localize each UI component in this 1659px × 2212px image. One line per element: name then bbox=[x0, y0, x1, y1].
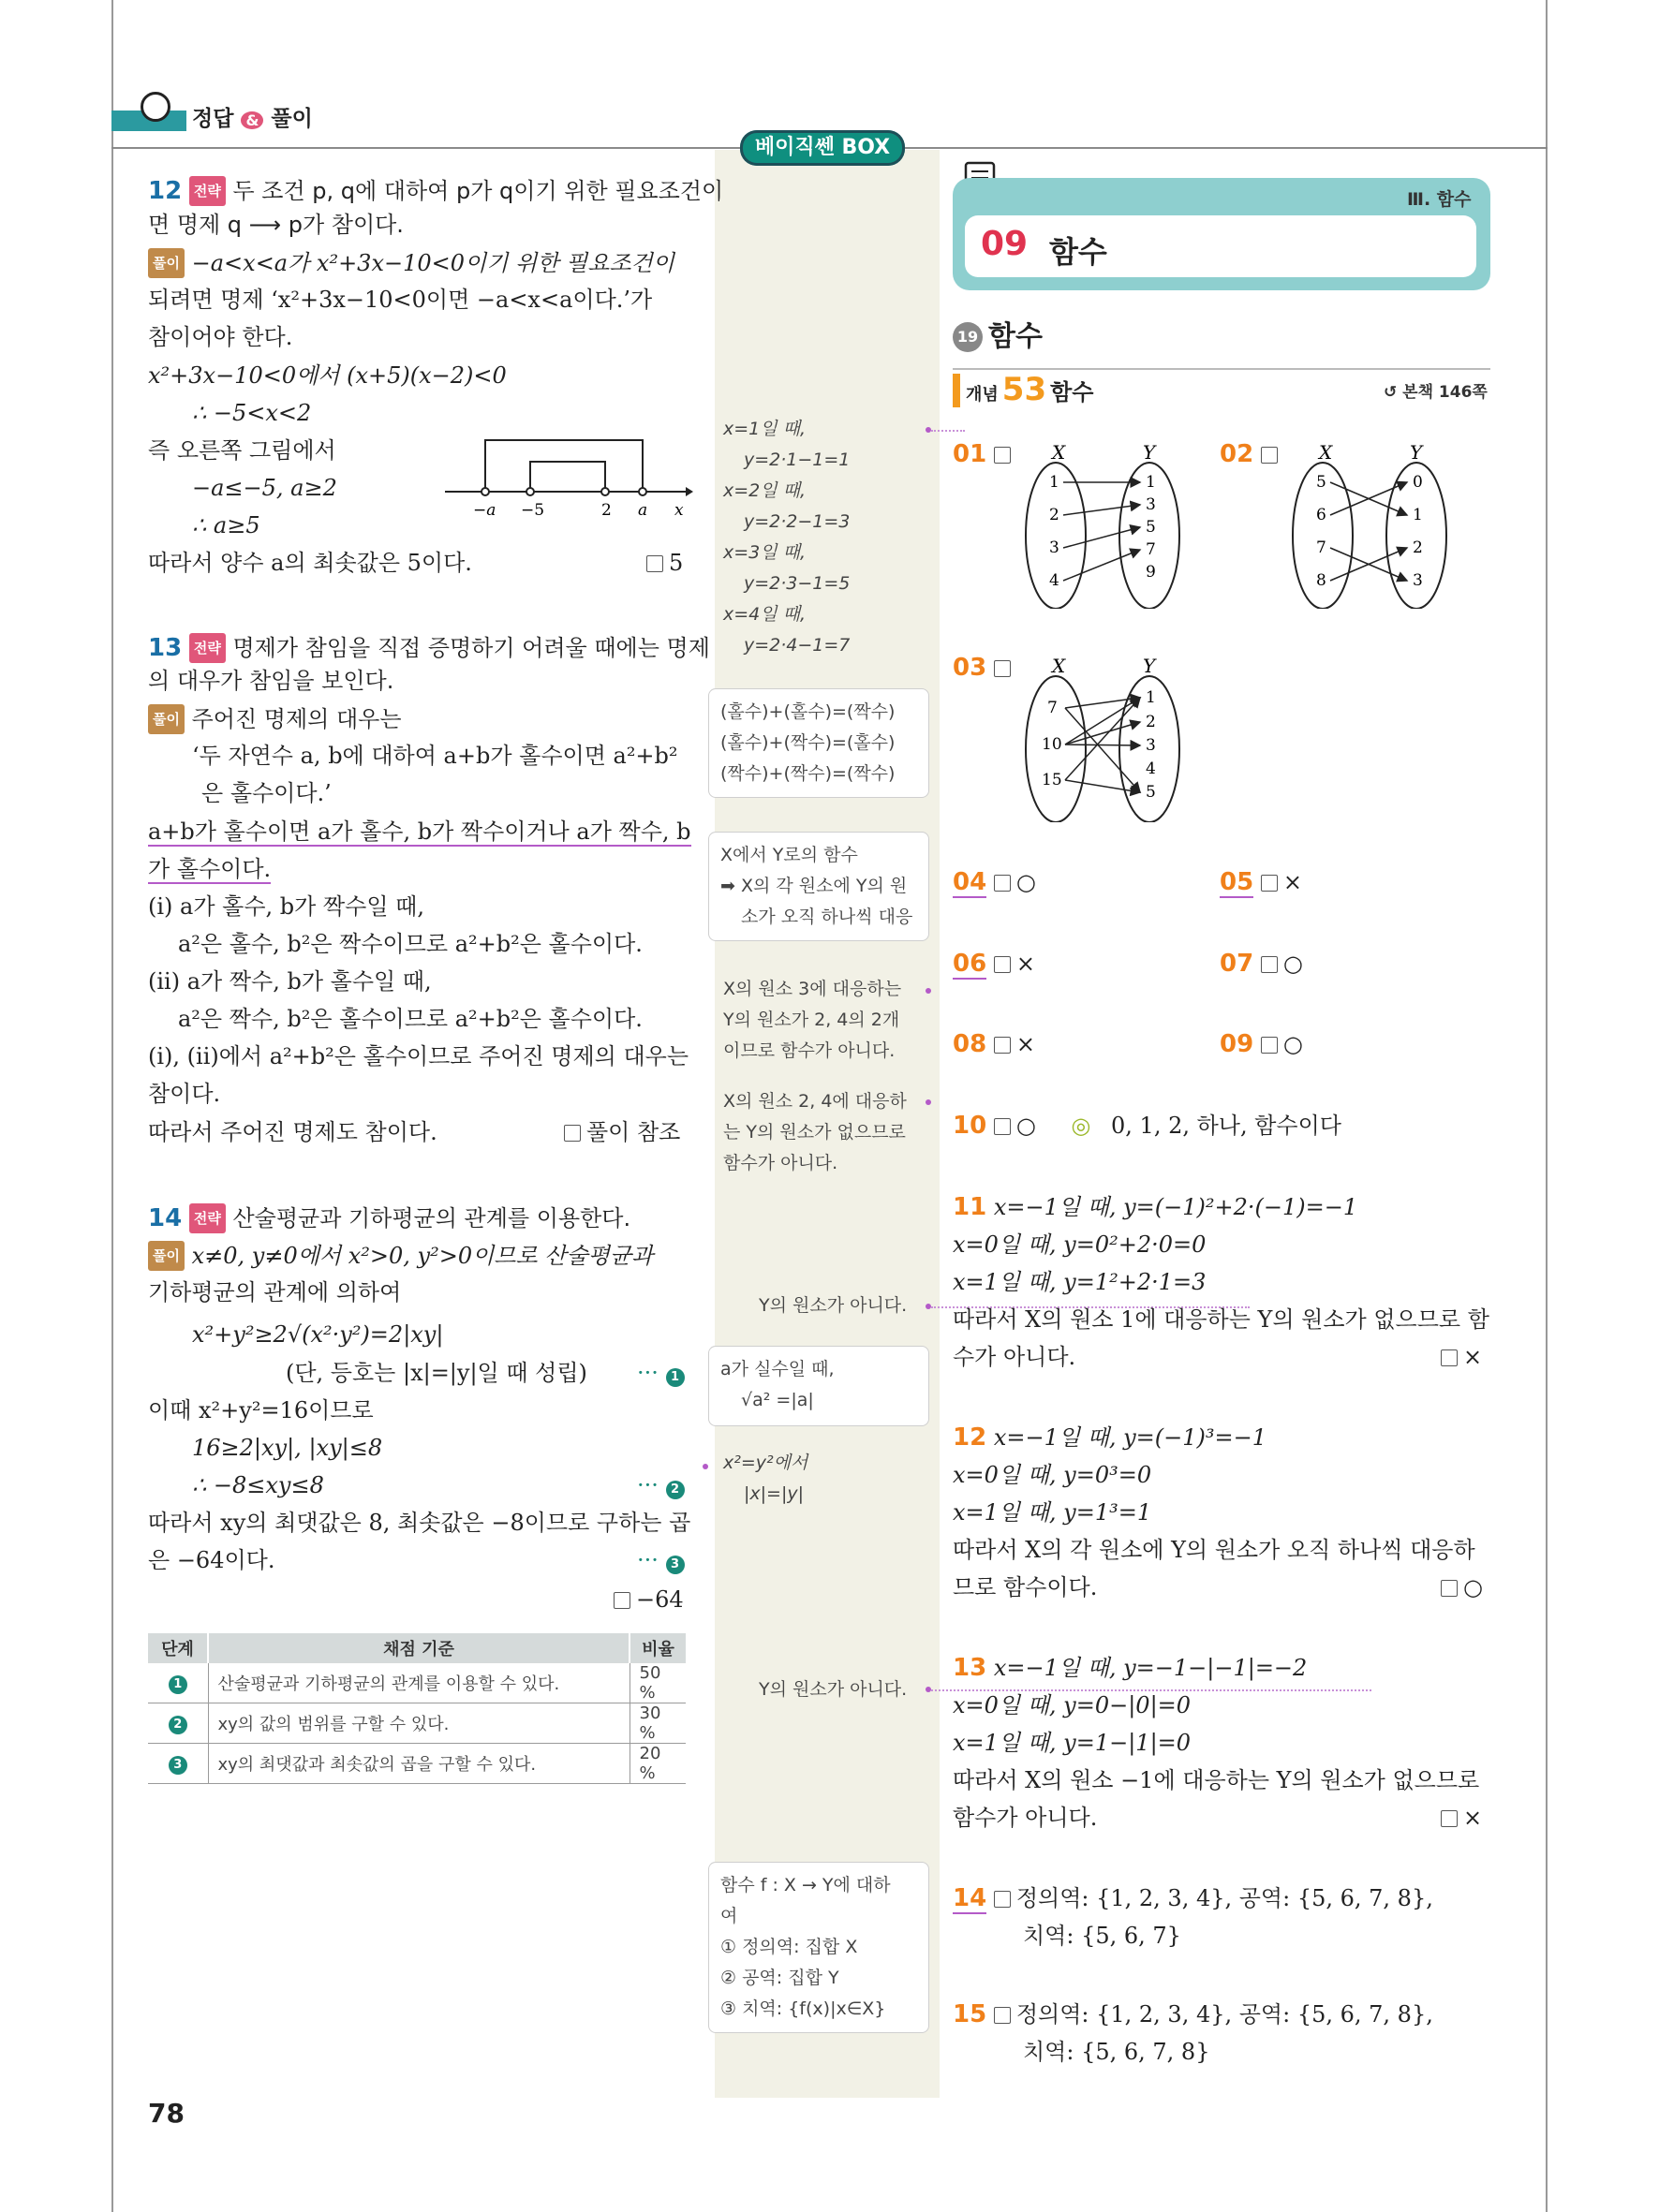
svg-text:X: X bbox=[1052, 442, 1066, 464]
svg-text:1: 1 bbox=[1413, 506, 1423, 524]
q12-line2: x=0일 때, y=0³=0 bbox=[953, 1462, 1152, 1488]
connector-line bbox=[931, 430, 965, 432]
q11-line1: 11 x=−1일 때, y=(−1)²+2·(−1)=−1 bbox=[953, 1193, 1358, 1221]
mid-note-6: Y의 원소가 아니다. bbox=[759, 1295, 908, 1316]
mid-note-8: x²=y²에서 |x|=|y| bbox=[723, 1453, 808, 1504]
q12-line3: x=1일 때, y=1³=1 bbox=[953, 1499, 1152, 1526]
svg-text:8: 8 bbox=[1316, 571, 1326, 590]
answer-icon bbox=[994, 2007, 1011, 2024]
svg-text:X: X bbox=[1319, 442, 1333, 464]
p13-line12: (i), (ii)에서 a²+b²은 홀수이므로 주어진 명제의 대우는 bbox=[148, 1043, 689, 1069]
q11-answer: × bbox=[1441, 1343, 1482, 1371]
grading-table bbox=[148, 1633, 686, 1784]
svg-text:0: 0 bbox=[1413, 473, 1423, 492]
table-row: 2 xy의 값의 범위를 구할 수 있다. 30 % bbox=[148, 1703, 686, 1744]
mid-note-4: X의 원소 3에 대응하는 Y의 원소가 2, 4의 2개 이므로 함수가 아니다. bbox=[723, 979, 902, 1061]
axis-label: −a bbox=[473, 501, 496, 520]
p14-line3: 기하평균의 관계에 의하여 bbox=[148, 1279, 402, 1305]
p12-line6: x²+3x−10<0에서 (x+5)(x−2)<0 bbox=[148, 362, 507, 389]
p13-line8: (i) a가 홀수, b가 짝수일 때, bbox=[148, 893, 424, 920]
p14-line10: 은 −64이다. bbox=[148, 1547, 275, 1573]
p13-line2: 의 대우가 참임을 보인다. bbox=[148, 668, 394, 694]
p14-mark-3: ··· 3 bbox=[637, 1546, 685, 1574]
p13-answer: 풀이 참조 bbox=[564, 1118, 680, 1146]
q07-line: 07 ○ bbox=[1220, 950, 1303, 978]
answer-icon bbox=[1441, 1810, 1458, 1827]
answer-icon bbox=[614, 1592, 630, 1609]
p13-line9: a²은 홀수, b²은 짝수이므로 a²+b²은 홀수이다. bbox=[178, 931, 643, 957]
p12-line1: 12 전략 두 조건 p, q에 대하여 p가 q이기 위한 필요조건이 bbox=[148, 177, 724, 205]
svg-text:3: 3 bbox=[1049, 538, 1059, 557]
answer-icon bbox=[1261, 956, 1278, 973]
concept-heading: 개념 53 함수 bbox=[953, 371, 1093, 408]
p13-line10: (ii) a가 짝수, b가 홀수일 때, bbox=[148, 968, 432, 995]
q13-line5: 함수가 아니다. bbox=[953, 1805, 1098, 1831]
axis-label: −5 bbox=[521, 501, 545, 520]
svg-text:5: 5 bbox=[1146, 518, 1156, 537]
answer-icon bbox=[646, 555, 663, 572]
q12-line1: 12 x=−1일 때, y=(−1)³=−1 bbox=[953, 1423, 1266, 1452]
svg-text:1: 1 bbox=[1146, 473, 1156, 492]
p13-line13: 참이다. bbox=[148, 1081, 221, 1107]
q15-line1: 15 정의역: {1, 2, 3, 4}, 공역: {5, 6, 7, 8}, bbox=[953, 2000, 1433, 2028]
q15-line2: 치역: {5, 6, 7, 8} bbox=[1023, 2039, 1210, 2065]
svg-text:2: 2 bbox=[1146, 713, 1156, 731]
svg-text:5: 5 bbox=[1146, 783, 1156, 802]
p14-line8: ∴ −8≤xy≤8 bbox=[192, 1472, 324, 1498]
p13-line4: ‘두 자연수 a, b에 대하여 a+b가 홀수이면 a²+b² bbox=[192, 743, 678, 769]
p13-line14: 따라서 주어진 명제도 참이다. bbox=[148, 1119, 437, 1145]
p12-number-line bbox=[440, 431, 693, 524]
basic-box-badge: 베이직쎈 BOX bbox=[740, 130, 905, 166]
q02-mapping-diagram bbox=[1283, 442, 1461, 609]
q13-answer: × bbox=[1441, 1804, 1482, 1832]
answer-icon bbox=[1261, 447, 1278, 464]
p13-line6: a+b가 홀수이면 a가 홀수, b가 짝수이거나 a가 짝수, b bbox=[148, 818, 691, 845]
mid-note-3: X에서 Y로의 함수 ➡ X의 각 원소에 Y의 원 소가 오직 하나씩 대응 bbox=[708, 832, 929, 941]
q04-line: 04 ○ bbox=[953, 868, 1036, 896]
axis-label: a bbox=[638, 501, 648, 520]
svg-text:1: 1 bbox=[1146, 688, 1156, 707]
answer-icon bbox=[994, 1118, 1011, 1135]
svg-text:Y: Y bbox=[1143, 442, 1156, 464]
page-frame-left bbox=[111, 0, 113, 2212]
q05-line: 05 × bbox=[1220, 868, 1302, 896]
answer-icon bbox=[1441, 1349, 1458, 1366]
concept-rule bbox=[953, 368, 1490, 370]
p12-line2: 면 명제 q ⟶ p가 참이다. bbox=[148, 212, 404, 238]
q12-line5: 므로 함수이다. bbox=[953, 1574, 1098, 1600]
part-label: Ⅲ. 함수 bbox=[1407, 189, 1472, 210]
p12-line5: 참이어야 한다. bbox=[148, 324, 293, 350]
svg-text:7: 7 bbox=[1316, 538, 1326, 557]
svg-text:4: 4 bbox=[1049, 571, 1059, 590]
table-header: 단계 bbox=[148, 1633, 208, 1663]
q11-line5: 수가 아니다. bbox=[953, 1344, 1076, 1370]
mid-note-5: X의 원소 2, 4에 대응하 는 Y의 원소가 없으므로 함수가 아니다. bbox=[723, 1091, 907, 1173]
answer-icon bbox=[1261, 875, 1278, 892]
svg-text:7: 7 bbox=[1047, 699, 1058, 717]
mid-note-7: a가 실수일 때, √a² =|a| bbox=[708, 1346, 929, 1426]
connector-dot bbox=[926, 1099, 931, 1105]
svg-text:1: 1 bbox=[1049, 473, 1059, 492]
svg-text:5: 5 bbox=[1316, 473, 1326, 492]
q13-line2: x=0일 때, y=0−|0|=0 bbox=[953, 1692, 1192, 1718]
header-title: 정답 & 풀이 bbox=[192, 107, 313, 131]
connector-dot bbox=[926, 988, 931, 994]
answer-icon bbox=[994, 875, 1011, 892]
table-header: 비율 bbox=[630, 1633, 686, 1663]
svg-text:7: 7 bbox=[1146, 540, 1156, 559]
p12-line7: ∴ −5<x<2 bbox=[192, 400, 312, 426]
p14-mark-2: ··· 2 bbox=[637, 1471, 685, 1499]
q02-label: 02 bbox=[1220, 440, 1283, 468]
q08-line: 08 × bbox=[953, 1030, 1035, 1058]
q03-label: 03 bbox=[953, 654, 1016, 682]
answer-icon bbox=[994, 447, 1011, 464]
p13-line5: 은 홀수이다.’ bbox=[201, 780, 332, 806]
q13-line1: 13 x=−1일 때, y=−1−|−1|=−2 bbox=[953, 1654, 1308, 1682]
svg-text:Y: Y bbox=[1143, 656, 1156, 677]
svg-text:3: 3 bbox=[1413, 571, 1423, 590]
q11-line2: x=0일 때, y=0²+2·0=0 bbox=[953, 1231, 1207, 1258]
p14-line2: 풀이 x≠0, y≠0에서 x²>0, y²>0이므로 산술평균과 bbox=[148, 1241, 653, 1271]
p12-line9: −a≤−5, a≥2 bbox=[192, 475, 337, 501]
q01-mapping-diagram bbox=[1016, 442, 1194, 609]
svg-text:3: 3 bbox=[1146, 495, 1156, 514]
p12-line11: 따라서 양수 a의 최솟값은 5이다. bbox=[148, 550, 472, 576]
p14-line1: 14 전략 산술평균과 기하평균의 관계를 이용한다. bbox=[148, 1204, 631, 1232]
page-frame-right bbox=[1546, 0, 1548, 2212]
p13-line1: 13 전략 명제가 참임을 직접 증명하기 어려울 때에는 명제 bbox=[148, 634, 710, 662]
q06-line: 06 × bbox=[953, 950, 1035, 978]
p13-line7: 가 홀수이다. bbox=[148, 856, 272, 882]
connector-dot bbox=[703, 1464, 708, 1469]
p14-line7: 16≥2|xy|, |xy|≤8 bbox=[192, 1435, 383, 1461]
svg-text:4: 4 bbox=[1146, 759, 1156, 778]
chapter-number: 09 bbox=[981, 225, 1029, 263]
p12-line3: 풀이 −a<x<a가 x²+3x−10<0이기 위한 필요조건이 bbox=[148, 248, 674, 278]
p12-line4: 되려면 명제 ‘x²+3x−10<0이면 −a<x<a이다.’가 bbox=[148, 287, 653, 313]
answer-icon bbox=[994, 660, 1011, 677]
svg-text:Y: Y bbox=[1410, 442, 1423, 464]
q10-line: 10 ○ ◎ 0, 1, 2, 하나, 함수이다 bbox=[953, 1112, 1341, 1140]
answer-icon bbox=[1441, 1580, 1458, 1597]
p14-line9: 따라서 xy의 최댓값은 8, 최솟값은 −8이므로 구하는 곱 bbox=[148, 1510, 691, 1536]
svg-text:9: 9 bbox=[1146, 563, 1156, 582]
p12-answer: 5 bbox=[646, 549, 683, 577]
axis-label: 2 bbox=[601, 501, 612, 520]
p14-line6: 이때 x²+y²=16이므로 bbox=[148, 1397, 374, 1423]
answer-icon bbox=[1261, 1037, 1278, 1054]
mid-note-2: (홀수)+(홀수)=(짝수) (홀수)+(짝수)=(홀수) (짝수)+(짝수)=(짝수) bbox=[708, 688, 929, 798]
section-title: 19 함수 bbox=[953, 313, 1043, 354]
mid-note-1: x=1일 때, y=2·1−1=1 x=2일 때, y=2·2−1=3 x=3일 때, y=2·3−1=5 x=4일 때, y=2·4−1=7 bbox=[723, 419, 851, 656]
p14-mark-1: ··· 1 bbox=[637, 1359, 685, 1387]
q11-line3: x=1일 때, y=1²+2·1=3 bbox=[953, 1269, 1207, 1295]
q09-line: 09 ○ bbox=[1220, 1030, 1303, 1058]
table-header: 채점 기준 bbox=[208, 1633, 630, 1663]
table-row: 1 산술평균과 기하평균의 관계를 이용할 수 있다. 50 % bbox=[148, 1663, 686, 1703]
q01-label: 01 bbox=[953, 440, 1016, 468]
p14-line4: x²+y²≥2√(x²·y²)=2|xy| bbox=[192, 1321, 444, 1348]
answer-icon bbox=[564, 1125, 581, 1142]
p13-line3: 풀이 주어진 명제의 대우는 bbox=[148, 704, 402, 734]
svg-text:2: 2 bbox=[1049, 506, 1059, 524]
target-icon: ◎ bbox=[1071, 1113, 1091, 1139]
p13-line11: a²은 짝수, b²은 홀수이므로 a²+b²은 홀수이다. bbox=[178, 1006, 643, 1032]
answer-icon bbox=[994, 1037, 1011, 1054]
textbook-reference: ↺ 본책 146쪽 bbox=[1384, 383, 1488, 402]
page-number: 78 bbox=[148, 2098, 185, 2129]
p12-line10: ∴ a≥5 bbox=[192, 512, 260, 538]
q14-line1: 14 정의역: {1, 2, 3, 4}, 공역: {5, 6, 7, 8}, bbox=[953, 1884, 1433, 1912]
chapter-title: 함수 bbox=[1049, 234, 1107, 270]
answer-icon bbox=[994, 956, 1011, 973]
q13-line4: 따라서 X의 원소 −1에 대응하는 Y의 원소가 없으므로 bbox=[953, 1767, 1480, 1793]
table-row: 3 xy의 최댓값과 최솟값의 곱을 구할 수 있다. 20 % bbox=[148, 1744, 686, 1784]
q12-answer: ○ bbox=[1441, 1573, 1483, 1601]
svg-text:15: 15 bbox=[1042, 771, 1062, 789]
chapter-box-inner bbox=[965, 215, 1476, 277]
p14-answer: −64 bbox=[614, 1585, 684, 1614]
p12-line8: 즉 오른쪽 그림에서 bbox=[148, 437, 336, 464]
q11-line4: 따라서 X의 원소 1에 대응하는 Y의 원소가 없으므로 함 bbox=[953, 1306, 1489, 1333]
svg-text:3: 3 bbox=[1146, 736, 1156, 755]
q13-line3: x=1일 때, y=1−|1|=0 bbox=[953, 1730, 1192, 1756]
answer-icon bbox=[994, 1891, 1011, 1908]
q03-mapping-diagram bbox=[1016, 656, 1194, 822]
q14-line2: 치역: {5, 6, 7} bbox=[1023, 1923, 1181, 1949]
svg-text:X: X bbox=[1052, 656, 1066, 677]
axis-label: x bbox=[674, 501, 684, 520]
svg-text:6: 6 bbox=[1316, 506, 1326, 524]
svg-text:10: 10 bbox=[1042, 735, 1062, 754]
p14-line5: (단, 등호는 |x|=|y|일 때 성립) bbox=[286, 1360, 587, 1386]
svg-text:2: 2 bbox=[1413, 538, 1423, 557]
mid-note-10: 함수 f : X → Y에 대하 여 ① 정의역: 집합 X ② 공역: 집합 Y ③ 치역: {f(x)|x∈X} bbox=[708, 1862, 929, 2033]
clock-icon bbox=[141, 92, 170, 122]
mid-note-9: Y의 원소가 아니다. bbox=[759, 1679, 908, 1700]
q12-line4: 따라서 X의 각 원소에 Y의 원소가 오직 하나씩 대응하 bbox=[953, 1537, 1475, 1563]
